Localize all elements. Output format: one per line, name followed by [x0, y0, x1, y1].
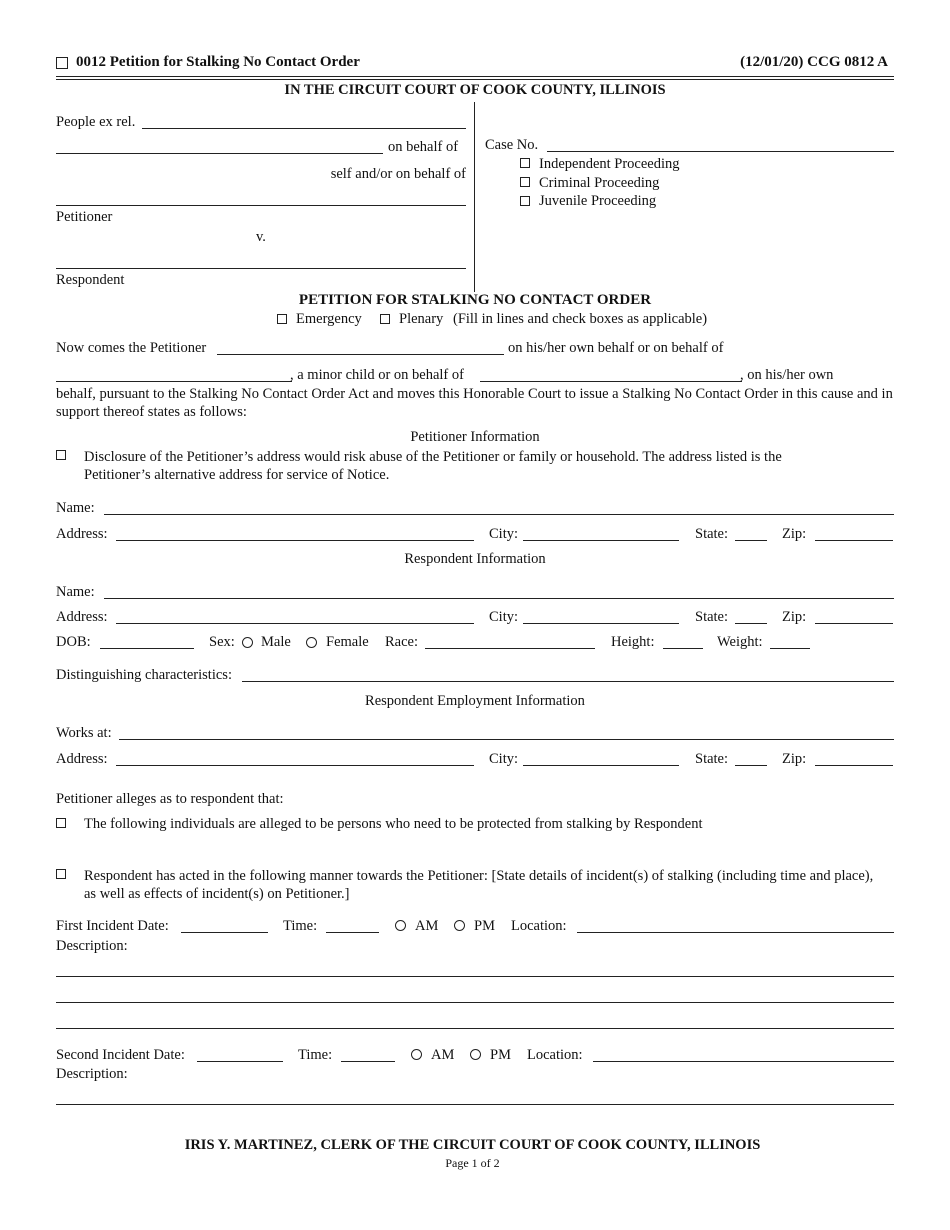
respondent-name-label: Name: [56, 584, 95, 600]
employment-city-label: City: [489, 751, 519, 767]
plenary-label: Plenary [399, 311, 444, 327]
respondent-label: Respondent [56, 272, 125, 288]
second-incident-am-radio[interactable] [411, 1049, 422, 1060]
second-incident-description-label: Description: [56, 1066, 128, 1082]
respondent-acted-text: Respondent has acted in the following manner towards the Petitioner: [State details of incident(s) of stalking (including time and place), as well as effects of incident(s) on Petitioner.] [84, 868, 874, 902]
juvenile-proceeding-checkbox[interactable] [520, 196, 530, 206]
form-code: (12/01/20) CCG 0812 A [740, 54, 888, 70]
first-incident-pm-label: PM [474, 918, 495, 934]
first-incident-description-line-1[interactable] [56, 976, 894, 977]
second-incident-am-label: AM [431, 1047, 455, 1063]
case-no-label: Case No. [485, 137, 539, 153]
header-rule-bottom [56, 79, 894, 80]
now-comes-petitioner-field[interactable] [217, 354, 504, 355]
criminal-proceeding-label: Criminal Proceeding [539, 175, 660, 191]
dob-input[interactable] [100, 648, 194, 649]
minor-child-field[interactable] [56, 381, 292, 382]
on-behalf-of-label: on behalf of [388, 139, 459, 155]
respondent-zip-label: Zip: [782, 609, 807, 625]
second-incident-date-input[interactable] [197, 1061, 283, 1062]
people-ex-rel-field[interactable] [142, 128, 466, 129]
emergency-checkbox[interactable] [277, 314, 287, 324]
employment-zip-label: Zip: [782, 751, 807, 767]
respondent-state-label: State: [695, 609, 729, 625]
self-and-or-label: self and/or on behalf of [330, 166, 466, 182]
respondent-info-heading: Respondent Information [404, 551, 546, 567]
petitioner-name-label: Name: [56, 500, 95, 516]
petitioner-zip-input[interactable] [815, 540, 893, 541]
instructions-note: (Fill in lines and check boxes as applicable) [453, 311, 708, 327]
second-incident-time-label: Time: [298, 1047, 333, 1063]
female-label: Female [326, 634, 369, 650]
second-incident-description-line-1[interactable] [56, 1104, 894, 1105]
emergency-label: Emergency [296, 311, 362, 327]
disclosure-checkbox[interactable] [56, 450, 66, 460]
clerk-footer: IRIS Y. MARTINEZ, CLERK OF THE CIRCUIT COURT OF COOK COUNTY, ILLINOIS [184, 1137, 761, 1153]
pursuant-paragraph: behalf, pursuant to the Stalking No Contact Order Act and moves this Honorable Court to issue a Stalking No Contact Order in this cause and in support thereof states as follows: [56, 386, 893, 420]
male-label: Male [261, 634, 291, 650]
caption-divider [474, 102, 475, 292]
second-incident-location-label: Location: [527, 1047, 583, 1063]
petitioner-state-label: State: [695, 526, 729, 542]
second-incident-pm-label: PM [490, 1047, 511, 1063]
respondent-city-label: City: [489, 609, 519, 625]
case-no-field[interactable] [547, 151, 894, 152]
first-incident-date-input[interactable] [181, 932, 268, 933]
employment-city-input[interactable] [523, 765, 679, 766]
allegations-intro: Petitioner alleges as to respondent that: [56, 791, 284, 807]
first-incident-date-label: First Incident Date: [56, 918, 169, 934]
juvenile-proceeding-label: Juvenile Proceeding [539, 193, 657, 209]
weight-label: Weight: [717, 634, 763, 650]
independent-proceeding-checkbox[interactable] [520, 158, 530, 168]
protected-persons-checkbox[interactable] [56, 818, 66, 828]
petitioner-info-heading: Petitioner Information [410, 429, 540, 445]
height-input[interactable] [663, 648, 703, 649]
header-rule-top [56, 76, 894, 77]
court-name: IN THE CIRCUIT COURT OF COOK COUNTY, ILLINOIS [284, 82, 666, 98]
works-at-input[interactable] [119, 739, 894, 740]
weight-input[interactable] [770, 648, 810, 649]
employment-state-input[interactable] [735, 765, 767, 766]
dob-label: DOB: [56, 634, 91, 650]
first-incident-description-line-2[interactable] [56, 1002, 894, 1003]
minor-child-label: , a minor child or on behalf of [290, 367, 464, 383]
plenary-checkbox[interactable] [380, 314, 390, 324]
his-her-own-label: , on his/her own [740, 367, 834, 383]
respondent-address-label: Address: [56, 609, 108, 625]
first-incident-am-label: AM [415, 918, 439, 934]
female-radio[interactable] [306, 637, 317, 648]
respondent-acted-checkbox[interactable] [56, 869, 66, 879]
versus-label: v. [256, 229, 266, 245]
employment-zip-input[interactable] [815, 765, 893, 766]
second-incident-date-label: Second Incident Date: [56, 1047, 185, 1063]
petitioner-zip-label: Zip: [782, 526, 807, 542]
petitioner-name-input[interactable] [104, 514, 894, 515]
first-incident-location-label: Location: [511, 918, 567, 934]
respondent-address-input[interactable] [116, 623, 474, 624]
petitioner-address-label: Address: [56, 526, 108, 542]
petitioner-state-input[interactable] [735, 540, 767, 541]
first-incident-time-label: Time: [283, 918, 318, 934]
male-radio[interactable] [242, 637, 253, 648]
respondent-name-field[interactable] [56, 268, 466, 269]
employment-address-input[interactable] [116, 765, 474, 766]
petitioner-city-label: City: [489, 526, 519, 542]
now-comes-label: Now comes the Petitioner [56, 340, 207, 356]
first-incident-am-radio[interactable] [395, 920, 406, 931]
criminal-proceeding-checkbox[interactable] [520, 177, 530, 187]
employment-address-label: Address: [56, 751, 108, 767]
form-title: 0012 Petition for Stalking No Contact Order [76, 54, 360, 70]
independent-proceeding-label: Independent Proceeding [539, 156, 680, 172]
other-behalf-field[interactable] [480, 381, 742, 382]
first-incident-pm-radio[interactable] [454, 920, 465, 931]
second-incident-location-input[interactable] [593, 1061, 894, 1062]
own-behalf-label: on his/her own behalf or on behalf of [508, 340, 724, 356]
protected-persons-text: The following individuals are alleged to be persons who need to be protected from stalking by Respondent [84, 816, 703, 832]
second-incident-pm-radio[interactable] [470, 1049, 481, 1060]
race-input[interactable] [425, 648, 595, 649]
petitioner-city-input[interactable] [523, 540, 679, 541]
form-selected-checkbox[interactable] [56, 57, 68, 69]
distinguishing-label: Distinguishing characteristics: [56, 667, 232, 683]
first-incident-description-line-3[interactable] [56, 1028, 894, 1029]
respondent-zip-input[interactable] [815, 623, 893, 624]
employment-info-heading: Respondent Employment Information [365, 693, 585, 709]
people-ex-rel-label: People ex rel. [56, 114, 136, 130]
petitioner-label: Petitioner [56, 209, 113, 225]
respondent-city-input[interactable] [523, 623, 679, 624]
petitioner-name-field[interactable] [56, 205, 466, 206]
distinguishing-input[interactable] [242, 681, 894, 682]
behalf-name-field[interactable] [56, 153, 383, 154]
disclosure-text: Disclosure of the Petitioner’s address would risk abuse of the Petitioner or family or household. The address listed is the Petitioner’s alternative address for service of Notice. [84, 449, 782, 483]
page-number: Page 1 of 2 [445, 1156, 500, 1170]
sex-label: Sex: [209, 634, 235, 650]
first-incident-location-input[interactable] [577, 932, 894, 933]
respondent-name-input[interactable] [104, 598, 894, 599]
respondent-state-input[interactable] [735, 623, 767, 624]
employment-state-label: State: [695, 751, 729, 767]
second-incident-time-input[interactable] [341, 1061, 395, 1062]
first-incident-description-label: Description: [56, 938, 128, 954]
race-label: Race: [385, 634, 419, 650]
works-at-label: Works at: [56, 725, 112, 741]
first-incident-time-input[interactable] [326, 932, 379, 933]
petitioner-address-input[interactable] [116, 540, 474, 541]
height-label: Height: [611, 634, 655, 650]
petition-title: PETITION FOR STALKING NO CONTACT ORDER [298, 292, 652, 308]
